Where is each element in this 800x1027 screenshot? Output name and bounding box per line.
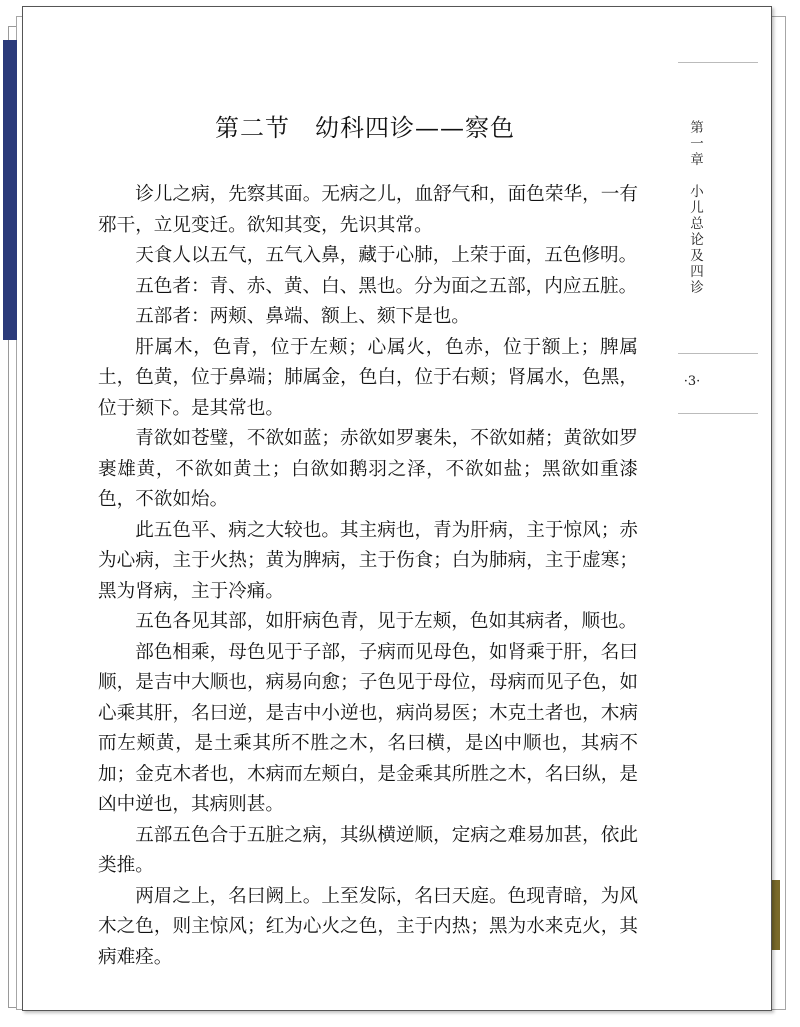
- paragraph: 五色各见其部，如肝病色青，见于左颊，色如其病者，顺也。: [135, 611, 638, 632]
- cover-edge-blue: [3, 40, 17, 340]
- paragraph: 部色相乘，母色见于子部，子病而见母色，如肾乘于肝，名曰顺，是吉中大顺也，病易向愈；子色见于母位，母病而见子色，如心乘其肝，名曰逆，是吉中小逆也，病尚易医；木克土者也，木病而左颊黄，是土乘其所不胜之木，名曰横，是凶中顺也，其病不加；金克木者也，木病而左颊白，是金乘其所胜之木，名曰纵，是凶中逆也，其病则甚。: [98, 641, 638, 815]
- page-number: ·3·: [683, 374, 701, 389]
- paragraph: 青欲如苍璧，不欲如蓝；赤欲如罗裹朱，不欲如赭；黄欲如罗裹雄黄，不欲如黄土；白欲如鹅羽之泽，不欲如盐；黑欲如重漆色，不欲如炲。: [98, 428, 638, 510]
- paragraph: 五部者：两颊、鼻端、额上、颏下是也。: [135, 306, 470, 327]
- paragraph: 肝属木，色青，位于左颊；心属火，色赤，位于额上；脾属土，色黄，位于鼻端；肺属金，色白，位于右颊；肾属水，色黑，位于颏下。是其常也。: [98, 336, 638, 419]
- paragraph: 五部五色合于五脏之病，其纵横逆顺，定病之难易加甚，依此类推。: [98, 824, 638, 876]
- paragraph: 诊儿之病，先察其面。无病之儿，血舒气和，面色荣华，一有邪干，立见变迁。欲知其变，先识其常。: [98, 184, 638, 236]
- paragraph: 两眉之上，名曰阙上。上至发际，名曰天庭。色现青暗，为风木之色，则主惊风；红为心火之色，主于内热；黑为水来克火，其病难痊。: [98, 885, 638, 968]
- paragraph: 天食人以五气，五气入鼻，藏于心肺，上荣于面，五色修明。: [135, 245, 638, 266]
- paragraph: 此五色平、病之大较也。其主病也，青为肝病，主于惊风；赤为心病，主于火热；黄为脾病，主于伤食；白为肺病，主于虚寒；黑为肾病，主于冷痛。: [98, 519, 638, 602]
- margin-rule-bottom: [678, 413, 758, 414]
- paragraph: 五色者：青、赤、黄、白、黑也。分为面之五部，内应五脏。: [135, 275, 638, 297]
- chapter-running-head: 第一章 小儿总论及四诊: [687, 120, 703, 296]
- margin-rule-middle: [678, 353, 758, 354]
- section-title: 第二节 幼科四诊——察色: [215, 114, 515, 142]
- body-text: [98, 180, 638, 973]
- margin-rule-top: [678, 62, 758, 63]
